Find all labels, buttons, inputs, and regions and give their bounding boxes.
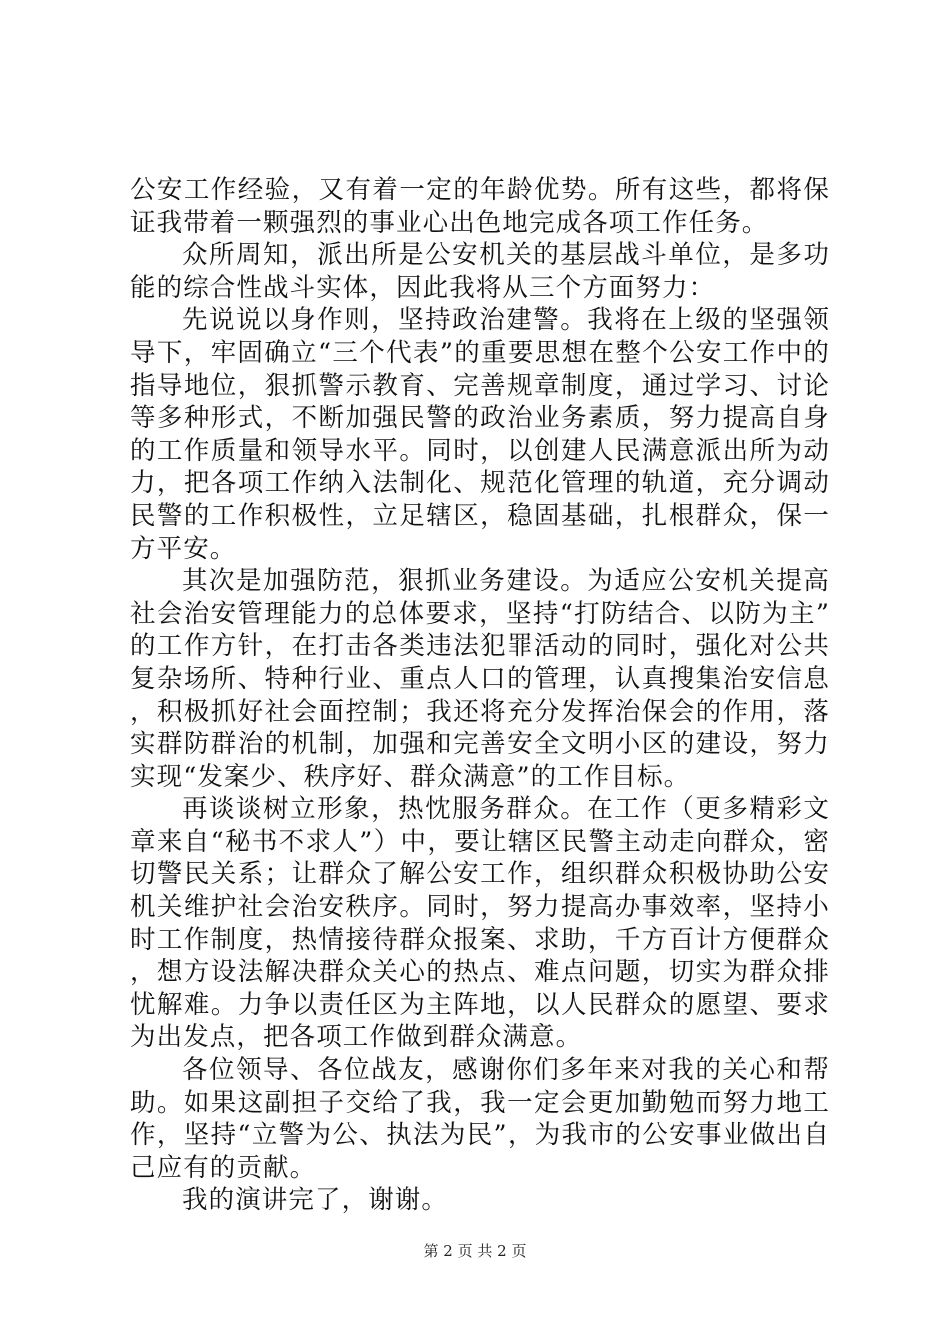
paragraph-1: 公安工作经验，又有着一定的年龄优势。所有这些，都将保证我带着一颗强烈的事业心出色地完成各项工作任务。 [130,175,830,238]
document-body [130,174,830,1217]
paragraph-7: 我的演讲完了，谢谢。 [182,1185,449,1216]
paragraph-2: 众所周知，派出所是公安机关的基层战斗单位，是多功能的综合性战斗实体，因此我将从三个方面努力： [130,240,830,303]
paragraph-4: 其次是加强防范，狠抓业务建设。为适应公安机关提高社会治安管理能力的总体要求，坚持“打防结合、以防为主”的工作方针，在打击各类违法犯罪活动的同时，强化对公共复杂场所、特种行业、重点人口的管理，认真搜集治安信息，积极抓好社会面控制；我还将充分发挥治保会的作用，落实群防群治的机制，加强和完善安全文明小区的建设，努力实现“发案少、秩序好、群众满意”的工作目标。 [130,566,830,792]
paragraph-3: 先说说以身作则，坚持政治建警。我将在上级的坚强领导下，牢固确立“三个代表”的重要思想在整个公安工作中的指导地位，狠抓警示教育、完善规章制度，通过学习、讨论等多种形式，不断加强民警的政治业务素质，努力提高自身的工作质量和领导水平。同时，以创建人民满意派出所为动力，把各项工作纳入法制化、规范化管理的轨道，充分调动民警的工作积极性，立足辖区，稳固基础，扎根群众，保一方平安。 [130,305,830,564]
page-number-footer: 第 2 页 共 2 页 [423,1242,527,1260]
paragraph-6: 各位领导、各位战友，感谢你们多年来对我的关心和帮助。如果这副担子交给了我，我一定会更加勤勉而努力地工作，坚持“立警为公、执法为民”，为我市的公安事业做出自己应有的贡献。 [130,1055,830,1183]
paragraph-5: 再谈谈树立形象，热忱服务群众。在工作（更多精彩文章来自“秘书不求人”）中，要让辖区民警主动走向群众，密切警民关系；让群众了解公安工作，组织群众积极协助公安机关维护社会治安秩序。同时，努力提高办事效率，坚持小时工作制度，热情接待群众报案、求助，千方百计方便群众，想方设法解决群众关心的热点、难点问题，切实为群众排忧解难。力争以责任区为主阵地，以人民群众的愿望、要求为出发点，把各项工作做到群众满意。 [130,794,830,1053]
